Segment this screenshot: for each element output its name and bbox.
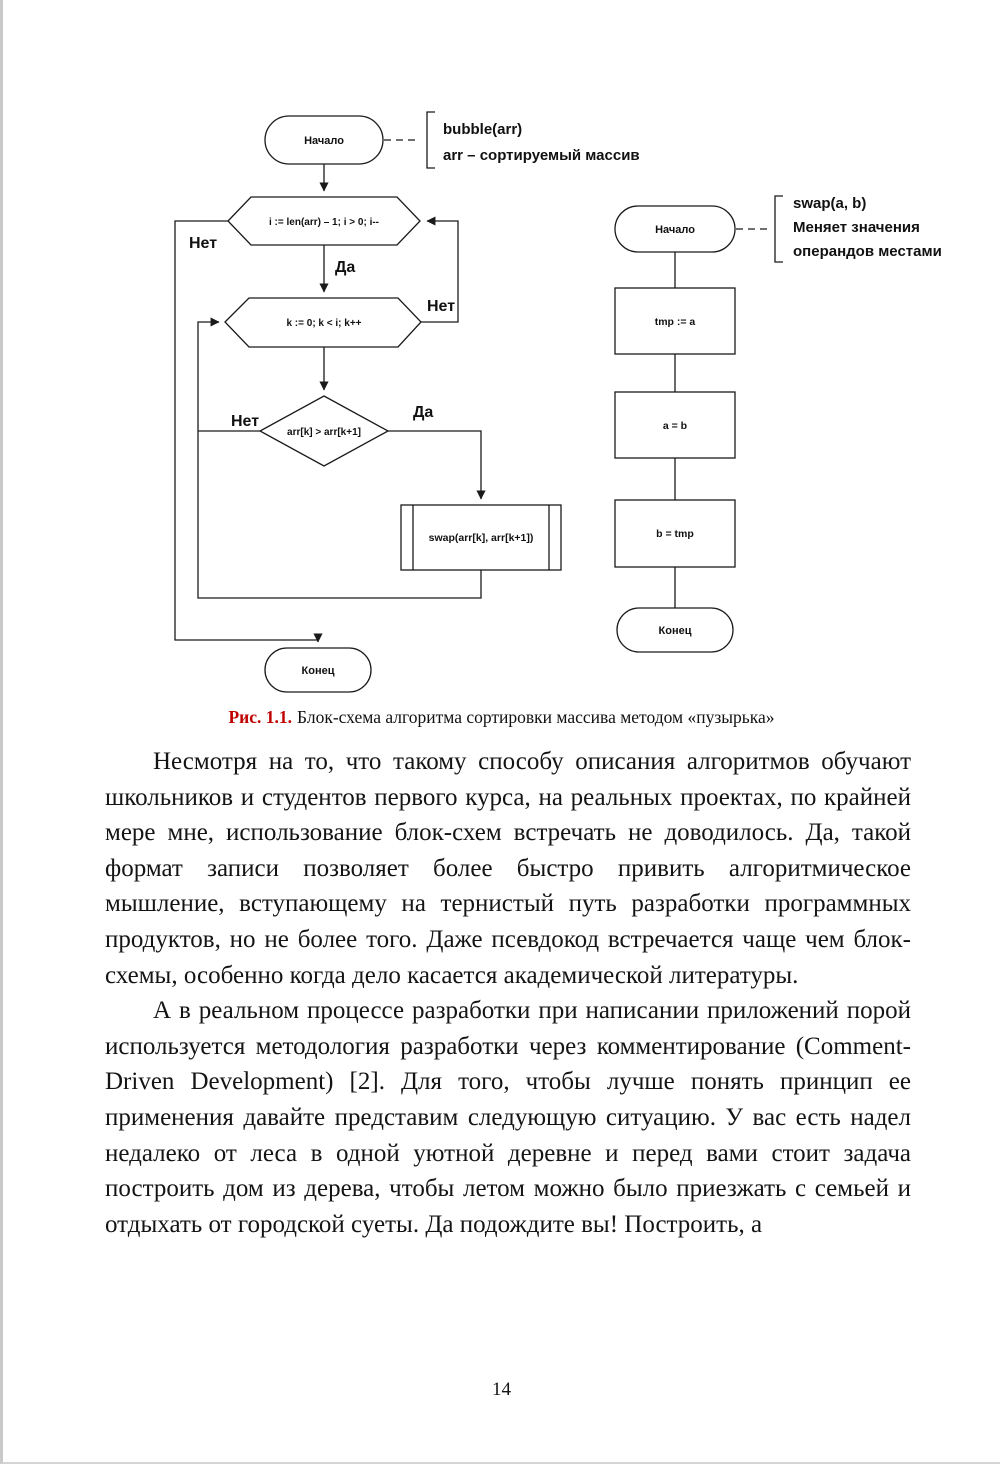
swap-step2-label: a = b — [662, 420, 688, 432]
bubble-end-label: Конец — [301, 665, 335, 677]
swap-step1-label: tmp := a — [654, 316, 696, 328]
flowchart-figure — [3, 0, 1000, 706]
decision-no-label: Нет — [231, 413, 260, 430]
figure-caption-text: Блок-схема алгоритма сортировки массива методом «пузырька» — [297, 707, 775, 727]
outer-loop-condition-label: i := len(arr) – 1; i > 0; i-- — [268, 217, 380, 228]
paragraph-2: А в реальном процессе разработки при написании приложений порой используется методология разработки через комментирование (Comment-Driven Development) [2]. Для того, чтобы лучше понять принцип ее применения давайте представим следующую ситуацию. У вас есть надел недалеко от леса в одной уютной деревне и перед вами стоит задача построить дом из дерева, чтобы летом можно было приезжать с семьей и отдыхать от городской суеты. Да подождите вы! Построить, а — [105, 997, 911, 1238]
bubble-annotation-line2: arr – сортируемый массив — [443, 147, 640, 164]
swap-annotation-line3: операндов местами — [793, 243, 942, 260]
bubble-annotation-line1: bubble(arr) — [443, 121, 523, 138]
paragraph-1: Несмотря на то, что такому способу описания алгоритмов обучают школьников и студентов первого курса, на реальных проектах, по крайней мере мне, использование блок-схем встречать не доводилось. Да, такой формат записи позволяет более быстро привить алгоритмическое мышление, вступающему на тернистый путь разработки программных продуктов, но не более того. Даже псевдокод встречается чаще чем блок-схемы, особенно когда дело касается академической литературы. — [105, 748, 911, 989]
swap-annotation-line1: swap(a, b) — [793, 195, 867, 212]
swap-end-label: Конец — [658, 625, 692, 637]
decision-yes-label: Да — [413, 404, 434, 421]
inner-loop-no-label: Нет — [427, 298, 456, 315]
body-text — [105, 744, 911, 1242]
bubble-start-label: Начало — [304, 135, 344, 147]
compare-decision-label: arr[k] > arr[k+1] — [287, 427, 361, 438]
swap-step3-label: b = tmp — [656, 528, 694, 540]
inner-loop-condition-label: k := 0; k < i; k++ — [286, 318, 362, 329]
swap-process-label: swap(arr[k], arr[k+1]) — [428, 532, 534, 544]
bubble-comment-bracket — [427, 112, 435, 168]
swap-start-label: Начало — [655, 224, 695, 236]
figure-caption — [3, 707, 1000, 728]
figure-caption-number: Рис. 1.1. — [228, 707, 293, 727]
outer-loop-no-label: Нет — [189, 235, 218, 252]
swap-comment-bracket — [775, 196, 783, 262]
outer-loop-yes-label: Да — [335, 259, 356, 276]
page-number: 14 — [492, 1379, 511, 1400]
connector-decision-yes-to-swap — [388, 431, 481, 499]
swap-annotation-line2: Меняет значения — [793, 219, 920, 236]
